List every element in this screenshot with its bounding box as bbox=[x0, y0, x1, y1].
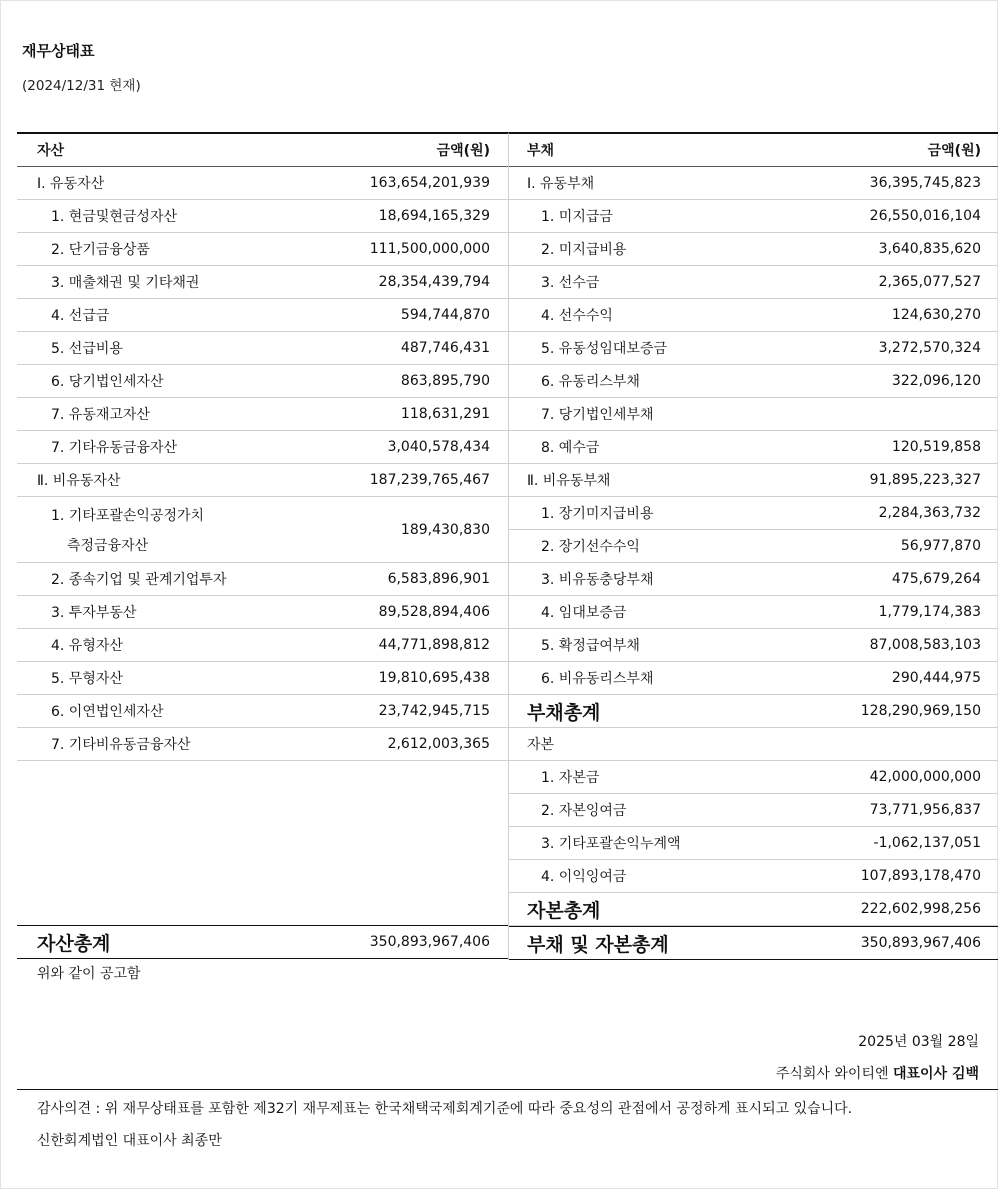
row-label: 7. 기타비유동금융자산 bbox=[51, 737, 191, 753]
row-label: 1. 자본금 bbox=[541, 770, 600, 786]
table-row bbox=[509, 497, 998, 530]
equity-total-row bbox=[509, 893, 998, 926]
row-amount: 863,895,790 bbox=[400, 373, 490, 389]
table-row bbox=[509, 530, 998, 563]
row-amount: 3,640,835,620 bbox=[878, 241, 981, 257]
table-row bbox=[17, 596, 508, 629]
row-amount: 2,284,363,732 bbox=[878, 505, 981, 521]
row-label: Ⅱ. 비유동자산 bbox=[37, 473, 121, 489]
table-row bbox=[509, 596, 998, 629]
row-amount: 189,430,830 bbox=[400, 521, 490, 538]
equity-total-label: 자본총계 bbox=[527, 899, 601, 922]
grand-total-label: 부채 및 자본총계 bbox=[527, 933, 669, 956]
row-amount: 120,519,858 bbox=[891, 439, 981, 455]
table-row bbox=[509, 398, 998, 431]
table-row bbox=[509, 266, 998, 299]
row-amount: 475,679,264 bbox=[891, 571, 981, 587]
row-label: 7. 유동재고자산 bbox=[51, 407, 150, 423]
row-amount: 487,746,431 bbox=[400, 340, 490, 356]
table-row bbox=[509, 365, 998, 398]
row-label: 5. 무형자산 bbox=[51, 671, 123, 687]
row-amount: 18,694,165,329 bbox=[378, 208, 490, 224]
page-title: 재무상태표 bbox=[22, 42, 95, 60]
row-amount: 91,895,223,327 bbox=[869, 472, 981, 488]
table-row bbox=[509, 761, 998, 794]
equity-header: 자본 bbox=[527, 737, 555, 753]
row-label: 4. 선수수익 bbox=[541, 308, 613, 324]
balance-sheet-table bbox=[17, 132, 998, 960]
row-amount: 163,654,201,939 bbox=[369, 175, 490, 191]
row-amount: 111,500,000,000 bbox=[369, 241, 490, 257]
asset-total-amount: 350,893,967,406 bbox=[369, 934, 490, 950]
equity-header-row bbox=[509, 728, 998, 761]
row-label: 7. 기타유동금융자산 bbox=[51, 440, 177, 456]
row-label: Ⅱ. 비유동부채 bbox=[527, 473, 611, 489]
row-label: 2. 장기선수수익 bbox=[541, 539, 640, 555]
row-amount: 26,550,016,104 bbox=[869, 208, 981, 224]
report-date: (2024/12/31 현재) bbox=[22, 78, 141, 94]
row-amount: 2,365,077,527 bbox=[878, 274, 981, 290]
row-amount: 594,744,870 bbox=[400, 307, 490, 323]
table-row bbox=[17, 200, 508, 233]
row-label: 4. 유형자산 bbox=[51, 638, 123, 654]
row-label: 5. 확정급여부채 bbox=[541, 638, 640, 654]
table-row bbox=[17, 662, 508, 695]
table-row bbox=[509, 629, 998, 662]
table-row bbox=[17, 497, 508, 563]
liability-total-amount: 128,290,969,150 bbox=[860, 703, 981, 719]
row-amount: 3,040,578,434 bbox=[387, 439, 490, 455]
row-label: 5. 선급비용 bbox=[51, 341, 123, 357]
row-amount: 44,771,898,812 bbox=[378, 637, 490, 653]
row-label: 4. 임대보증금 bbox=[541, 605, 627, 621]
table-row bbox=[509, 233, 998, 266]
row-label: 3. 선수금 bbox=[541, 275, 600, 291]
table-row bbox=[509, 431, 998, 464]
table-row bbox=[509, 662, 998, 695]
row-amount: 2,612,003,365 bbox=[387, 736, 490, 752]
row-label: 2. 자본잉여금 bbox=[541, 803, 627, 819]
table-row bbox=[17, 299, 508, 332]
liabilities-column bbox=[509, 132, 998, 960]
row-amount: 89,528,894,406 bbox=[378, 604, 490, 620]
row-amount: 290,444,975 bbox=[891, 670, 981, 686]
row-label: 4. 이익잉여금 bbox=[541, 869, 627, 885]
table-row bbox=[509, 200, 998, 233]
table-row bbox=[17, 365, 508, 398]
row-label: 3. 기타포괄손익누계액 bbox=[541, 836, 681, 852]
grand-total-row bbox=[509, 926, 998, 960]
row-amount: 1,779,174,383 bbox=[878, 604, 981, 620]
row-label: 2. 종속기업 및 관계기업투자 bbox=[51, 572, 227, 588]
grand-total-amount: 350,893,967,406 bbox=[860, 935, 981, 951]
liabilities-header-row bbox=[509, 134, 998, 167]
row-label: 3. 비유동충당부채 bbox=[541, 572, 654, 588]
row-label: 7. 당기법인세부채 bbox=[541, 407, 654, 423]
row-label: 6. 비유동리스부채 bbox=[541, 671, 654, 687]
row-amount: 19,810,695,438 bbox=[378, 670, 490, 686]
row-amount: 28,354,439,794 bbox=[378, 274, 490, 290]
row-label: 4. 선급금 bbox=[51, 308, 110, 324]
table-row bbox=[17, 431, 508, 464]
table-row bbox=[509, 332, 998, 365]
table-row bbox=[509, 827, 998, 860]
row-label: 6. 당기법인세자산 bbox=[51, 374, 164, 390]
row-label: 3. 매출채권 및 기타채권 bbox=[51, 275, 200, 291]
row-label bbox=[17, 505, 300, 555]
table-row bbox=[17, 629, 508, 662]
row-label: 1. 미지급금 bbox=[541, 209, 613, 225]
liability-total-label: 부채총계 bbox=[527, 701, 601, 724]
table-row bbox=[17, 266, 508, 299]
row-amount: 322,096,120 bbox=[891, 373, 981, 389]
liabilities-header: 부채 bbox=[527, 143, 555, 159]
row-label: Ⅰ. 유동부채 bbox=[527, 176, 595, 192]
table-row bbox=[17, 728, 508, 761]
row-label: 5. 유동성임대보증금 bbox=[541, 341, 667, 357]
row-amount: 107,893,178,470 bbox=[860, 868, 981, 884]
table-row bbox=[17, 398, 508, 431]
auditor-name: 신한회계법인 대표이사 최종만 bbox=[37, 1133, 222, 1149]
assets-header: 자산 bbox=[37, 143, 65, 159]
assets-column bbox=[17, 132, 509, 960]
row-label-line2: 측정금융자산 bbox=[67, 537, 149, 554]
row-label: Ⅰ. 유동자산 bbox=[37, 176, 105, 192]
table-row bbox=[509, 299, 998, 332]
row-amount: 23,742,945,715 bbox=[378, 703, 490, 719]
table-row bbox=[509, 794, 998, 827]
row-amount: 87,008,583,103 bbox=[869, 637, 981, 653]
signer-line bbox=[776, 1063, 979, 1083]
row-amount: 187,239,765,467 bbox=[369, 472, 490, 488]
row-amount: 42,000,000,000 bbox=[869, 769, 981, 785]
row-amount: 56,977,870 bbox=[900, 538, 981, 554]
audit-divider bbox=[17, 1089, 998, 1090]
assets-header-row bbox=[17, 134, 508, 167]
table-row bbox=[17, 464, 508, 497]
table-row bbox=[509, 860, 998, 893]
row-label: 2. 단기금융상품 bbox=[51, 242, 150, 258]
table-row bbox=[509, 464, 998, 497]
liabilities-amount-header: 금액(원) bbox=[927, 143, 981, 159]
row-amount: 73,771,956,837 bbox=[869, 802, 981, 818]
liability-total-row bbox=[509, 695, 998, 728]
row-label: 8. 예수금 bbox=[541, 440, 600, 456]
row-label: 1. 현금및현금성자산 bbox=[51, 209, 177, 225]
row-label: 1. 장기미지급비용 bbox=[541, 506, 654, 522]
equity-total-amount: 222,602,998,256 bbox=[860, 901, 981, 917]
table-row bbox=[17, 233, 508, 266]
row-label: 2. 미지급비용 bbox=[541, 242, 627, 258]
table-row bbox=[17, 167, 508, 200]
row-label: 3. 투자부동산 bbox=[51, 605, 137, 621]
company-name: 주식회사 와이티엔 bbox=[775, 1066, 889, 1082]
row-amount: -1,062,137,051 bbox=[873, 835, 981, 851]
row-label: 6. 유동리스부채 bbox=[541, 374, 640, 390]
row-amount: 36,395,745,823 bbox=[869, 175, 981, 191]
asset-total-label: 자산총계 bbox=[37, 932, 111, 955]
notice-text: 위와 같이 공고함 bbox=[37, 966, 141, 982]
row-amount: 124,630,270 bbox=[891, 307, 981, 323]
table-row bbox=[509, 563, 998, 596]
announcement-date: 2025년 03월 28일 bbox=[858, 1034, 979, 1050]
asset-total-row bbox=[17, 925, 508, 959]
table-row bbox=[17, 563, 508, 596]
ceo-name: 대표이사 김백 bbox=[892, 1066, 979, 1082]
table-row bbox=[509, 167, 998, 200]
audit-opinion: 감사의견 : 위 재무상태표를 포함한 제32기 재무제표는 한국채택국제회계기준에 따라 중요성의 관점에서 공정하게 표시되고 있습니다. bbox=[37, 1101, 853, 1117]
row-amount: 6,583,896,901 bbox=[387, 571, 490, 587]
row-amount: 118,631,291 bbox=[400, 406, 490, 422]
table-row bbox=[17, 332, 508, 365]
row-amount: 3,272,570,324 bbox=[878, 340, 981, 356]
row-label-line1: 1. 기타포괄손익공정가치 bbox=[51, 507, 205, 524]
blank-area bbox=[17, 761, 508, 925]
assets-amount-header: 금액(원) bbox=[436, 143, 490, 159]
table-row bbox=[17, 695, 508, 728]
row-label: 6. 이연법인세자산 bbox=[51, 704, 164, 720]
